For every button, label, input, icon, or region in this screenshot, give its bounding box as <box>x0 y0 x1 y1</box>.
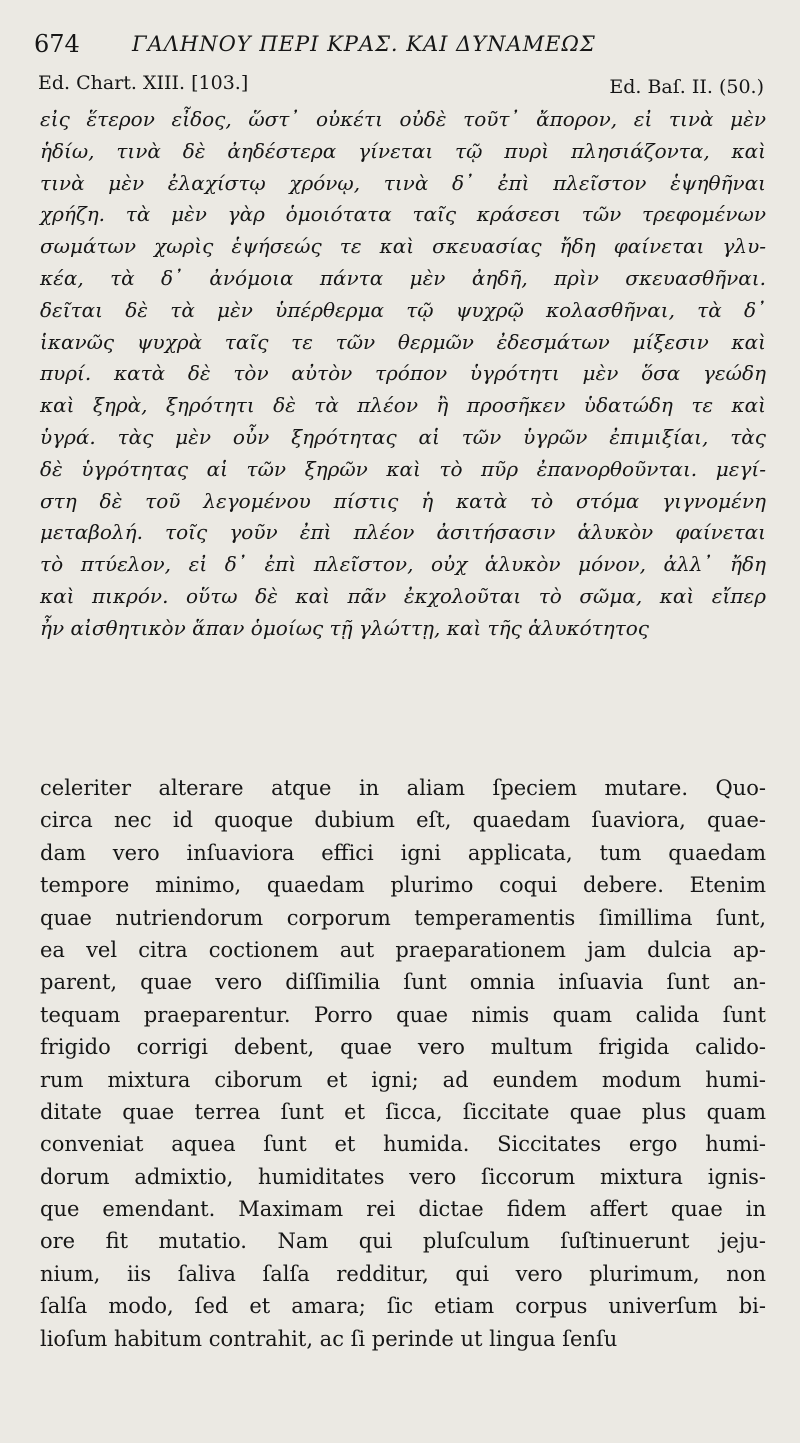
latin-text-line: quae nutriendorum corporum temperamentis ſimillima ſunt, <box>40 905 766 930</box>
latin-text-line: ſalſa modo, ſed et amara; ſic etiam corpus univerſum bi- <box>40 1294 766 1319</box>
greek-text-line: χρήζη. τὰ μὲν γὰρ ὁμοιότατα ταῖς κράσεσι τῶν τρεφομένων <box>40 202 766 227</box>
edition-reference-chart: Ed. Chart. XIII. [103.] <box>38 72 249 94</box>
latin-text-line: ditate quae terrea ſunt et ſicca, ſiccitate quae plus quam <box>40 1099 766 1124</box>
greek-text-block <box>40 104 766 645</box>
greek-text-line: καὶ πικρόν. οὕτω δὲ καὶ πᾶν ἐκχολοῦται τὸ σῶμα, καὶ εἴπερ <box>40 583 766 608</box>
greek-text-line: εἰς ἕτερον εἶδος, ὥστ᾽ οὐκέτι οὐδὲ τοῦτ᾽ ἄπορον, εἰ τινὰ μὲν <box>40 107 766 131</box>
greek-text-line: κέα, τὰ δ᾽ ἀνόμοια πάντα μὲν ἀηδῆ, πρὶν σκευασθῆναι. <box>40 265 766 290</box>
latin-text-line: tempore minimo, quaedam plurimo coqui debere. Etenim <box>40 873 766 898</box>
running-title: ΓΑΛΗΝΟΥ ΠΕΡΙ ΚΡΑΣ. ΚΑΙ ΔΥΝΑΜΕΩΣ <box>132 32 596 56</box>
latin-text-line: frigido corrigi debent, quae vero multum frigida calido- <box>40 1035 766 1060</box>
latin-text-line: circa nec id quoque dubium eſt, quaedam ſuaviora, quae- <box>40 808 766 833</box>
greek-text-line: ἡδίω, τινὰ δὲ ἀηδέστερα γίνεται τῷ πυρὶ πλησιάζοντα, καὶ <box>40 138 766 163</box>
page-number: 674 <box>34 30 80 58</box>
latin-text-line: tequam praeparentur. Porro quae nimis quam calida ſunt <box>40 1002 766 1027</box>
edition-reference-basel: Ed. Baſ. II. (50.) <box>609 76 764 98</box>
greek-text-line: ἱκανῶς ψυχρὰ ταῖς τε τῶν θερμῶν ἐδεσμάτων μίξεσιν καὶ <box>40 329 766 354</box>
page-header <box>34 30 774 64</box>
latin-text-line: rum mixtura ciborum et igni; ad eundem modum humi- <box>40 1067 766 1092</box>
latin-text-line: conveniat aquea ſunt et humida. Siccitates ergo humi- <box>40 1132 766 1157</box>
greek-text-line: ἦν αἰσθητικὸν ἅπαν ὁμοίως τῇ γλώττῃ, καὶ τῆς ἁλυκότητος <box>40 615 650 640</box>
latin-text-block <box>40 772 766 1355</box>
latin-text-line: que emendant. Maximam rei dictae fidem affert quae in <box>40 1197 766 1222</box>
greek-text-line: τὸ πτύελον, εἰ δ᾽ ἐπὶ πλεῖστον, οὐχ ἁλυκὸν μόνον, ἀλλ᾽ ἤδη <box>40 552 766 577</box>
latin-text-line: ea vel citra coctionem aut praeparationem jam dulcia ap- <box>40 937 766 962</box>
greek-text-line: στη δὲ τοῦ λεγομένου πίστις ἡ κατὰ τὸ στόμα γιγνομένη <box>40 488 766 513</box>
latin-text-line: lioſum habitum contrahit, ac ſi perinde ut lingua ſenſu <box>40 1326 618 1351</box>
greek-text-line: καὶ ξηρὰ, ξηρότητι δὲ τὰ πλέον ἢ προσῆκεν ὑδατώδη τε καὶ <box>40 393 766 418</box>
greek-text-line: σωμάτων χωρὶς ἑψήσεώς τε καὶ σκευασίας ἤδη φαίνεται γλυ- <box>40 234 766 259</box>
greek-text-line: τινὰ μὲν ἐλαχίστῳ χρόνῳ, τινὰ δ᾽ ἐπὶ πλεῖστον ἑψηθῆναι <box>40 170 766 195</box>
greek-text-line: πυρί. κατὰ δὲ τὸν αὐτὸν τρόπον ὑγρότητι μὲν ὅσα γεώδη <box>40 361 766 386</box>
greek-text-line: δὲ ὑγρότητας αἱ τῶν ξηρῶν καὶ τὸ πῦρ ἐπανορθοῦνται. μεγί- <box>40 456 766 481</box>
greek-text-line: ὑγρά. τὰς μὲν οὖν ξηρότητας αἱ τῶν ὑγρῶν ἐπιμιξίαι, τὰς <box>40 424 766 449</box>
latin-text-line: dam vero inſuaviora effici igni applicata, tum quaedam <box>40 840 766 865</box>
latin-text-line: celeriter alterare atque in aliam ſpeciem mutare. Quo- <box>40 776 766 800</box>
greek-text-line: δεῖται δὲ τὰ μὲν ὑπέρθερμα τῷ ψυχρῷ κολασθῆναι, τὰ δ᾽ <box>40 297 766 322</box>
greek-text-line: μεταβολή. τοῖς γοῦν ἐπὶ πλέον ἀσιτήσασιν ἁλυκὸν φαίνεται <box>40 520 766 545</box>
latin-text-line: ore fit mutatio. Nam qui pluſculum ſuſtinuerunt jeju- <box>40 1229 766 1254</box>
latin-text-line: nium, iis ſaliva ſalſa redditur, qui vero plurimum, non <box>40 1261 766 1286</box>
latin-text-line: dorum admixtio, humiditates vero ſiccorum mixtura ignis- <box>40 1164 766 1189</box>
latin-text-line: parent, quae vero diſſimilia ſunt omnia inſuavia ſunt an- <box>40 970 766 995</box>
edition-references <box>38 72 764 100</box>
